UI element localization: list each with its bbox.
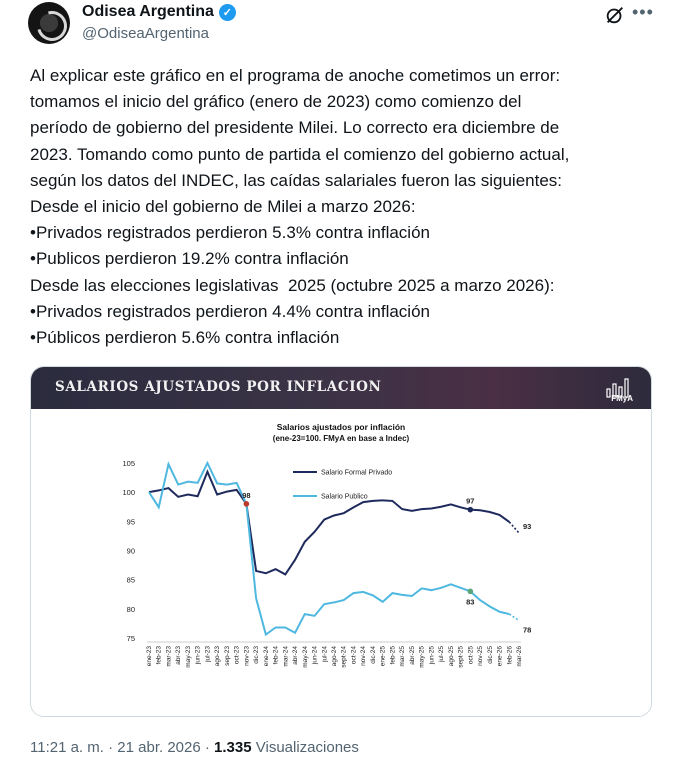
x-tick-label: jun-23 [194, 646, 202, 665]
x-tick-label: mar-24 [282, 646, 290, 667]
x-tick-label: oct-24 [350, 646, 358, 665]
x-tick-label: sept-24 [340, 646, 348, 668]
x-tick-label: jul-25 [438, 646, 446, 662]
x-tick-label: abr-23 [175, 646, 183, 665]
tweet-line: Desde el inicio del gobierno de Milei a marzo 2026: [30, 197, 416, 217]
x-tick-label: ago-24 [331, 646, 338, 667]
x-tick-label: sep-23 [223, 646, 231, 666]
tweet-line: tomamos el inicio del gráfico (enero de 2023) como comienzo del [30, 92, 522, 112]
y-tick-label: 85 [126, 575, 135, 585]
x-tick-label: feb-23 [155, 646, 163, 665]
y-tick-label: 95 [126, 517, 135, 527]
x-tick-label: may-25 [418, 646, 426, 668]
x-tick-label: abr-24 [292, 646, 300, 665]
separator-dot: · [204, 739, 210, 756]
x-tick-label: oct-25 [467, 646, 475, 665]
x-tick-label: ene-23 [146, 646, 153, 667]
tweet-time[interactable]: 11:21 a. m. [30, 739, 104, 756]
x-tick-label: nov-25 [477, 646, 485, 666]
x-tick-label: ago-25 [447, 646, 455, 667]
y-tick-label: 75 [126, 634, 135, 643]
tweet-media-image[interactable] [30, 366, 652, 717]
x-tick-label: jun-24 [311, 646, 319, 665]
x-tick-label: oct-23 [233, 646, 241, 665]
data-point-marker [468, 507, 474, 513]
x-tick-label: mar-25 [399, 646, 407, 667]
x-tick-label: may-23 [184, 646, 192, 668]
data-label: 98 [242, 490, 251, 500]
tweet-line: •Privados registrados perdieron 5.3% contra inflación [30, 223, 430, 243]
tweet-date[interactable]: 21 abr. 2026 [117, 739, 201, 756]
x-tick-label: nov-24 [360, 646, 368, 666]
data-label: 93 [523, 522, 532, 531]
chart-area [31, 409, 651, 717]
data-label: 83 [466, 597, 475, 607]
legend-label: Salario Publico [321, 493, 368, 501]
legend-label: Salario Formal Privado [321, 469, 393, 477]
x-tick-label: ene-24 [262, 646, 270, 667]
data-label: 78 [523, 625, 532, 635]
y-tick-label: 80 [126, 604, 135, 614]
tweet-line: •Publicos perdieron 19.2% contra inflación [30, 249, 349, 269]
author-display-name[interactable]: Odisea Argentina [82, 3, 214, 20]
avatar[interactable] [28, 2, 70, 44]
series-line-dashed-1 [509, 614, 519, 620]
x-tick-label: jul-23 [204, 646, 212, 662]
tweet-line: Al explicar este gráfico en el programa de anoche cometimos un error: [30, 66, 561, 85]
data-point-marker [244, 501, 250, 507]
x-tick-label: may-24 [301, 646, 309, 668]
x-tick-label: sept-25 [457, 646, 465, 668]
x-tick-label: mar-26 [516, 646, 523, 667]
grok-icon[interactable] [604, 4, 626, 26]
x-tick-label: dic-24 [369, 646, 377, 664]
y-tick-label: 105 [122, 459, 135, 468]
series-line-0 [149, 469, 509, 575]
x-tick-label: jul-24 [321, 646, 329, 662]
verified-badge-icon: ✓ [219, 4, 236, 21]
views-label: Visualizaciones [255, 739, 359, 756]
tweet-line: Desde las elecciones legislativas 2025 (octubre 2025 a marzo 2026): [30, 275, 555, 295]
tweet-line: •Privados registrados perdieron 4.4% contra inflación [30, 301, 430, 321]
line-chart [31, 409, 651, 717]
tweet-line: según los datos del INDEC, las caídas salariales fueron las siguientes: [30, 170, 563, 190]
views-count: 1.335 [214, 739, 252, 756]
x-tick-label: ago-23 [214, 646, 222, 667]
series-line-dashed-0 [509, 522, 519, 533]
author-name-row [82, 3, 236, 21]
chart-banner [31, 367, 651, 409]
x-tick-label: dic-23 [253, 646, 261, 664]
x-tick-label: abr-25 [408, 646, 416, 665]
x-tick-label: mar-23 [165, 646, 173, 667]
x-tick-label: feb-24 [272, 646, 280, 665]
chart-title: Salarios ajustados por inflación [276, 422, 406, 432]
author-handle[interactable]: @OdiseaArgentina [82, 25, 209, 42]
series-line-1 [149, 463, 509, 635]
tweet-line: •Públicos perdieron 5.6% contra inflación [30, 328, 340, 348]
banner-title: SALARIOS AJUSTADOS POR INFLACION [55, 379, 382, 395]
separator-dot: · [108, 739, 114, 756]
more-options-icon[interactable]: ••• [632, 2, 654, 22]
y-tick-label: 90 [126, 546, 135, 556]
tweet-line: período de gobierno del presidente Milei. Lo correcto era diciembre de [30, 118, 560, 138]
x-tick-label: ene-26 [496, 646, 504, 667]
y-tick-label: 100 [122, 488, 135, 498]
chart-subtitle: (ene-23=100. FMyA en base a Indec) [272, 434, 410, 443]
tweet-line: 2023. Tomando como punto de partida el comienzo del gobierno actual, [30, 144, 570, 164]
fmya-logo-text: FMyA [611, 394, 633, 403]
x-tick-label: nov-23 [243, 646, 251, 666]
x-tick-label: feb-26 [506, 646, 514, 665]
x-tick-label: feb-25 [389, 646, 397, 665]
x-tick-label: jun-25 [428, 646, 436, 665]
data-label: 97 [466, 496, 475, 506]
tweet-text [30, 63, 650, 351]
x-tick-label: dic-25 [486, 646, 494, 664]
x-tick-label: ene-25 [379, 646, 387, 667]
timestamp-row [30, 739, 359, 756]
data-point-marker [468, 589, 474, 595]
